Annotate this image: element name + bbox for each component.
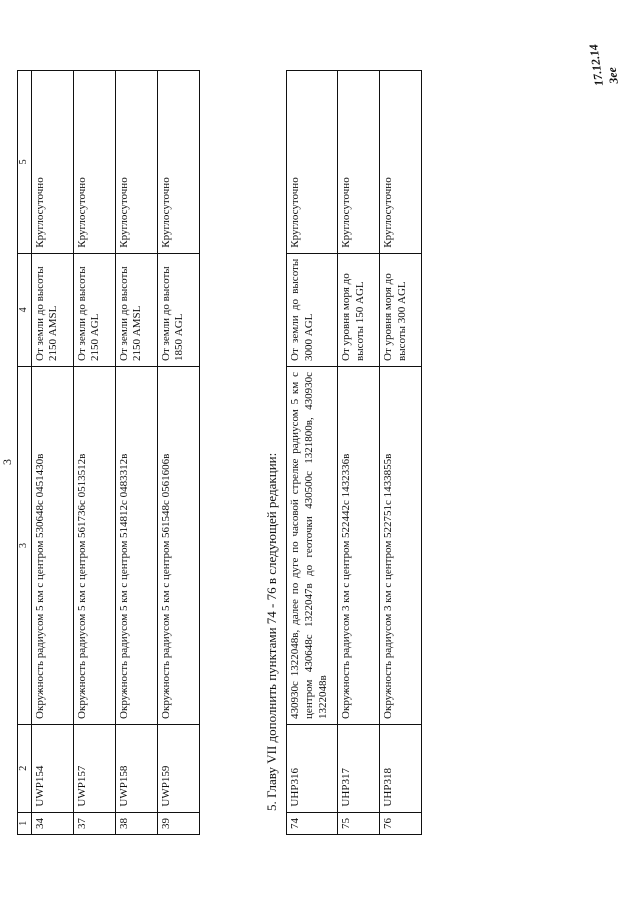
table-header-row <box>18 71 32 835</box>
zone-boundary: Окружность радиусом 5 км с центром 514812с 0483312в <box>115 367 157 725</box>
zone-boundary: 430930с 1322048в, далее по дуге по часовой стрелке радиусом 5 км с центром 430648с 1322047в до геоточки 430500с 1321800в, 430930с 1322048в <box>287 367 338 725</box>
zone-code: UWP154 <box>31 724 73 812</box>
operating-time: Круглосуточно <box>115 71 157 254</box>
handwritten-initials: Зее <box>604 66 621 85</box>
altitude-limits: От земли до высоты 1850 AGL <box>157 253 199 366</box>
zone-code: UWP159 <box>157 724 199 812</box>
zone-code: UWP157 <box>73 724 115 812</box>
operating-time: Круглосуточно <box>380 71 422 254</box>
zone-boundary: Окружность радиусом 5 км с центром 561736с 0513512в <box>73 367 115 725</box>
zone-code: UHP316 <box>287 724 338 812</box>
zone-boundary: Окружность радиусом 5 км с центром 530648с 0451430в <box>31 367 73 725</box>
row-number: 76 <box>380 812 422 834</box>
zone-boundary: Окружность радиусом 3 км с центром 522442с 1432336в <box>338 367 380 725</box>
operating-time: Круглосуточно <box>338 71 380 254</box>
table-row <box>157 71 199 835</box>
amendment-intro-text: 5. Главу VII дополнить пунктами 74 - 76 в следующей редакции: <box>264 452 279 811</box>
column-header: 4 <box>18 253 32 366</box>
altitude-limits: От земли до высоты 2150 AGL <box>73 253 115 366</box>
table-row <box>287 71 338 835</box>
table-row <box>115 71 157 835</box>
page-number: 3 <box>0 459 14 465</box>
column-header: 3 <box>18 367 32 725</box>
zone-code: UWP158 <box>115 724 157 812</box>
column-header: 5 <box>18 71 32 254</box>
table-top <box>17 70 200 835</box>
column-header: 1 <box>18 812 32 834</box>
table-bottom <box>286 70 422 835</box>
zone-code: UHP318 <box>380 724 422 812</box>
zone-boundary: Окружность радиусом 3 км с центром 522751с 1433855в <box>380 367 422 725</box>
operating-time: Круглосуточно <box>73 71 115 254</box>
row-number: 38 <box>115 812 157 834</box>
zone-code: UHP317 <box>338 724 380 812</box>
altitude-limits: От уровня моря до высоты 150 AGL <box>338 253 380 366</box>
row-number: 75 <box>338 812 380 834</box>
table-row <box>338 71 380 835</box>
row-number: 37 <box>73 812 115 834</box>
altitude-limits: От уровня моря до высоты 300 AGL <box>380 253 422 366</box>
table-row <box>380 71 422 835</box>
row-number: 39 <box>157 812 199 834</box>
column-header: 2 <box>18 724 32 812</box>
table-row <box>31 71 73 835</box>
zone-boundary: Окружность радиусом 5 км с центром 561548с 0561606в <box>157 367 199 725</box>
handwritten-note <box>586 41 622 87</box>
row-number: 34 <box>31 812 73 834</box>
operating-time: Круглосуточно <box>31 71 73 254</box>
handwritten-date: 17.12.14 <box>586 43 606 87</box>
table-row <box>73 71 115 835</box>
altitude-limits: От земли до высоты 3000 AGL <box>287 253 338 366</box>
operating-time: Круглосуточно <box>287 71 338 254</box>
row-number: 74 <box>287 812 338 834</box>
altitude-limits: От земли до высоты 2150 AMSL <box>31 253 73 366</box>
operating-time: Круглосуточно <box>157 71 199 254</box>
altitude-limits: От земли до высоты 2150 AMSL <box>115 253 157 366</box>
